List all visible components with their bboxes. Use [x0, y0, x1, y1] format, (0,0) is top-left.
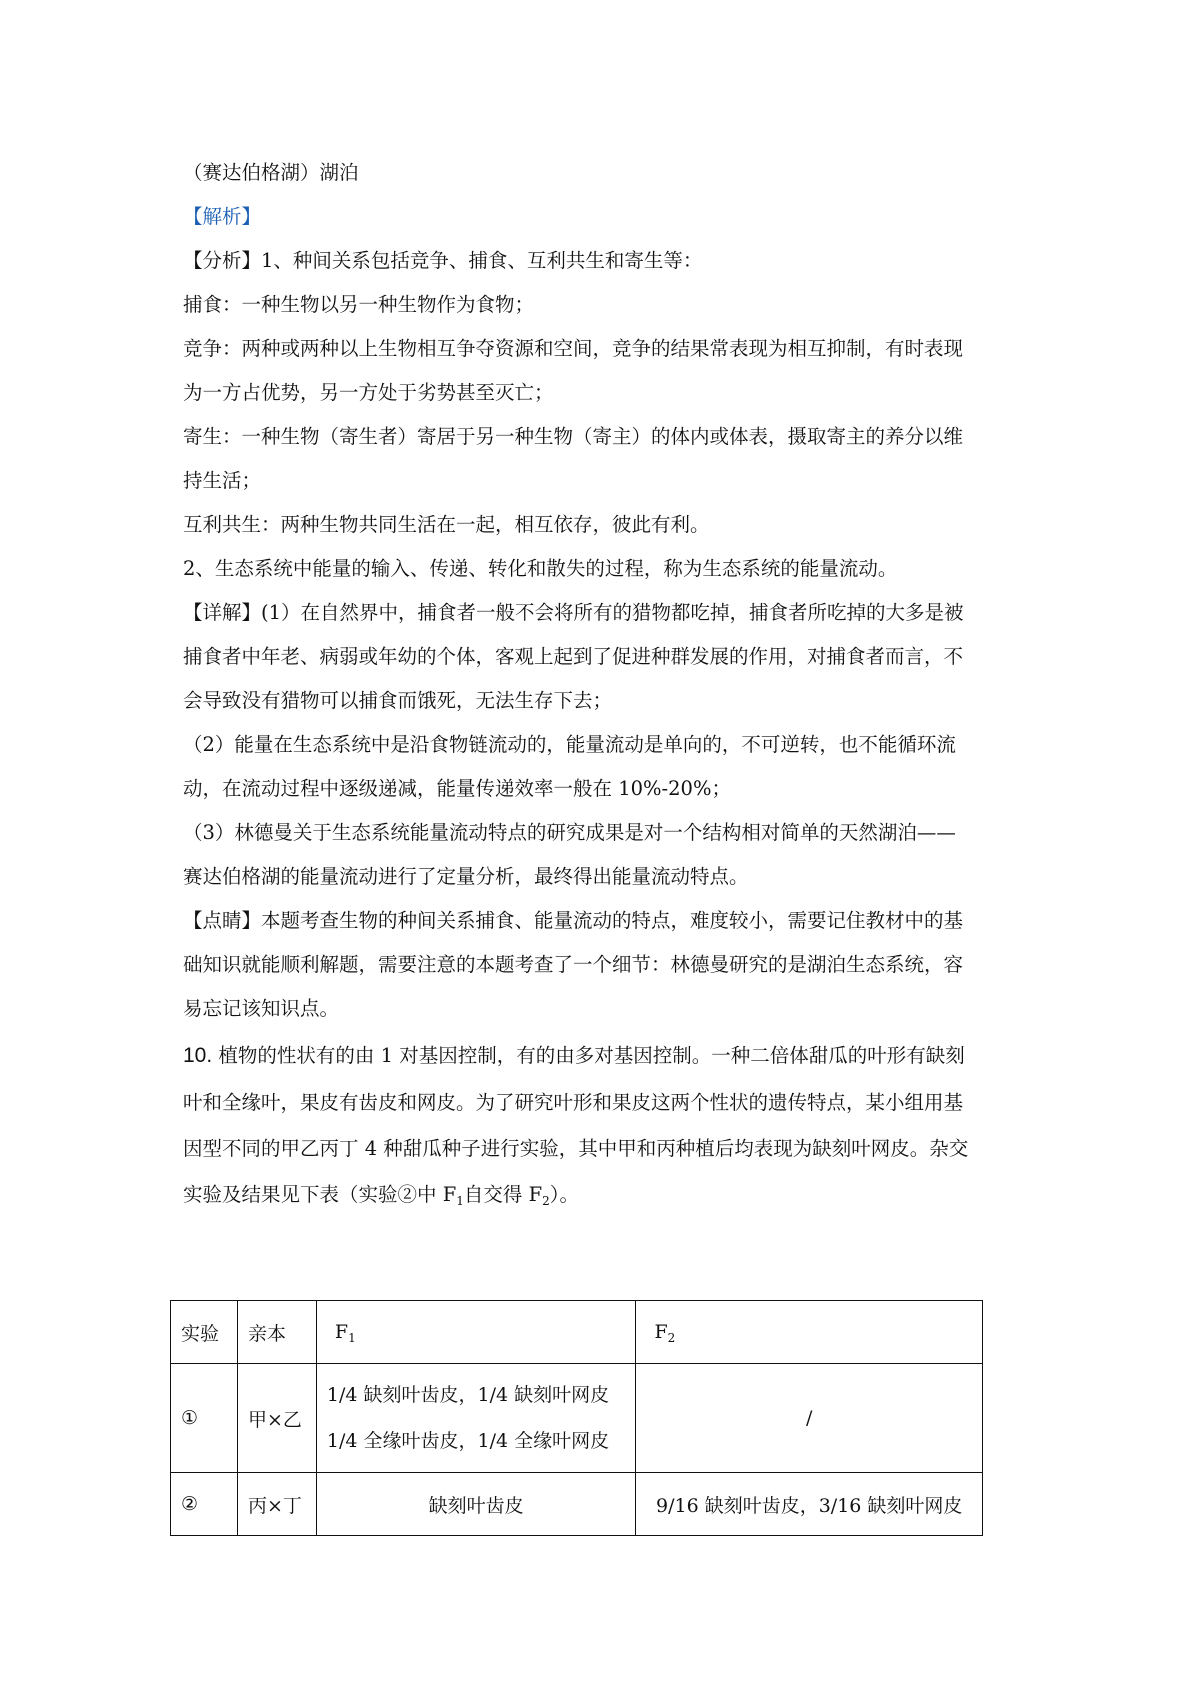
question-line: 叶和全缘叶，果皮有齿皮和网皮。为了研究叶形和果皮这两个性状的遗传特点，某小组用基	[183, 1091, 964, 1114]
experiment-table	[170, 1300, 983, 1536]
text-line: 捕食者中年老、病弱或年幼的个体，客观上起到了促进种群发展的作用，对捕食者而言，不	[183, 645, 964, 668]
header-parents: 亲本	[237, 1301, 316, 1364]
analysis-heading: 【解析】	[183, 205, 262, 228]
table-header-row	[171, 1301, 983, 1364]
text-line: 为一方占优势，另一方处于劣势甚至灭亡；	[183, 381, 554, 404]
text-line: 础知识就能顺利解题，需要注意的本题考查了一个细节：林德曼研究的是湖泊生态系统，容	[183, 953, 964, 976]
cell-f2: /	[636, 1364, 983, 1473]
cell-experiment: ②	[171, 1473, 238, 1536]
cell-experiment: ①	[171, 1364, 238, 1473]
text-line: 捕食：一种生物以另一种生物作为食物；	[183, 293, 535, 316]
cell-f1: 1/4 缺刻叶齿皮，1/4 缺刻叶网皮 1/4 全缘叶齿皮，1/4 全缘叶网皮	[316, 1364, 636, 1473]
question-line	[183, 1041, 1033, 1071]
header-f1: $F_1$	[316, 1301, 636, 1364]
cell-parents: 甲×乙	[237, 1364, 316, 1473]
text-line: （3）林德曼关于生态系统能量流动特点的研究成果是对一个结构相对简单的天然湖泊——	[183, 821, 956, 844]
text-line: 会导致没有猎物可以捕食而饿死，无法生存下去；	[183, 689, 613, 712]
header-f2: $F_2$	[636, 1301, 983, 1364]
text-line: 【详解】(1）在自然界中，捕食者一般不会将所有的猎物都吃掉，捕食者所吃掉的大多是被	[183, 601, 964, 624]
question-number: 10.	[183, 1044, 213, 1067]
cell-parents: 丙×丁	[237, 1473, 316, 1536]
text-line: 持生活；	[183, 469, 262, 492]
text-line: 2、生态系统中能量的输入、传递、转化和散失的过程，称为生态系统的能量流动。	[183, 557, 898, 580]
top-fragment: （赛达伯格湖）湖泊	[183, 161, 359, 184]
text-line: （2）能量在生态系统中是沿食物链流动的，能量流动是单向的，不可逆转，也不能循环流	[183, 733, 956, 756]
question-line: 实验及结果见下表（实验②中 $F_1$自交得 $F_2$）。	[183, 1183, 580, 1208]
text-line: 【分析】1、种间关系包括竞争、捕食、互利共生和寄生等：	[183, 249, 703, 272]
text-line: 易忘记该知识点。	[183, 997, 340, 1020]
text-line: 寄生：一种生物（寄生者）寄居于另一种生物（寄主）的体内或体表，摄取寄主的养分以维	[183, 425, 964, 448]
text-line: 竞争：两种或两种以上生物相互争夺资源和空间，竞争的结果常表现为相互抑制，有时表现	[183, 337, 964, 360]
cell-f2: 9/16 缺刻叶齿皮，3/16 缺刻叶网皮	[636, 1473, 983, 1536]
cell-f1: 缺刻叶齿皮	[316, 1473, 636, 1536]
text-line: 互利共生：两种生物共同生活在一起，相互依存，彼此有利。	[183, 513, 710, 536]
table-row	[171, 1364, 983, 1473]
text-line: 赛达伯格湖的能量流动进行了定量分析，最终得出能量流动特点。	[183, 865, 749, 888]
table-row	[171, 1473, 983, 1536]
text-line: 动，在流动过程中逐级递减，能量传递效率一般在 10%-20%；	[183, 777, 731, 800]
header-experiment: 实验	[171, 1301, 238, 1364]
text-line: 【点睛】本题考查生物的种间关系捕食、能量流动的特点，难度较小，需要记住教材中的基	[183, 909, 964, 932]
question-line: 因型不同的甲乙丙丁 4 种甜瓜种子进行实验，其中甲和丙种植后均表现为缺刻叶网皮。杂交	[183, 1137, 969, 1160]
question-text: 植物的性状有的由 1 对基因控制，有的由多对基因控制。一种二倍体甜瓜的叶形有缺刻	[218, 1044, 965, 1067]
